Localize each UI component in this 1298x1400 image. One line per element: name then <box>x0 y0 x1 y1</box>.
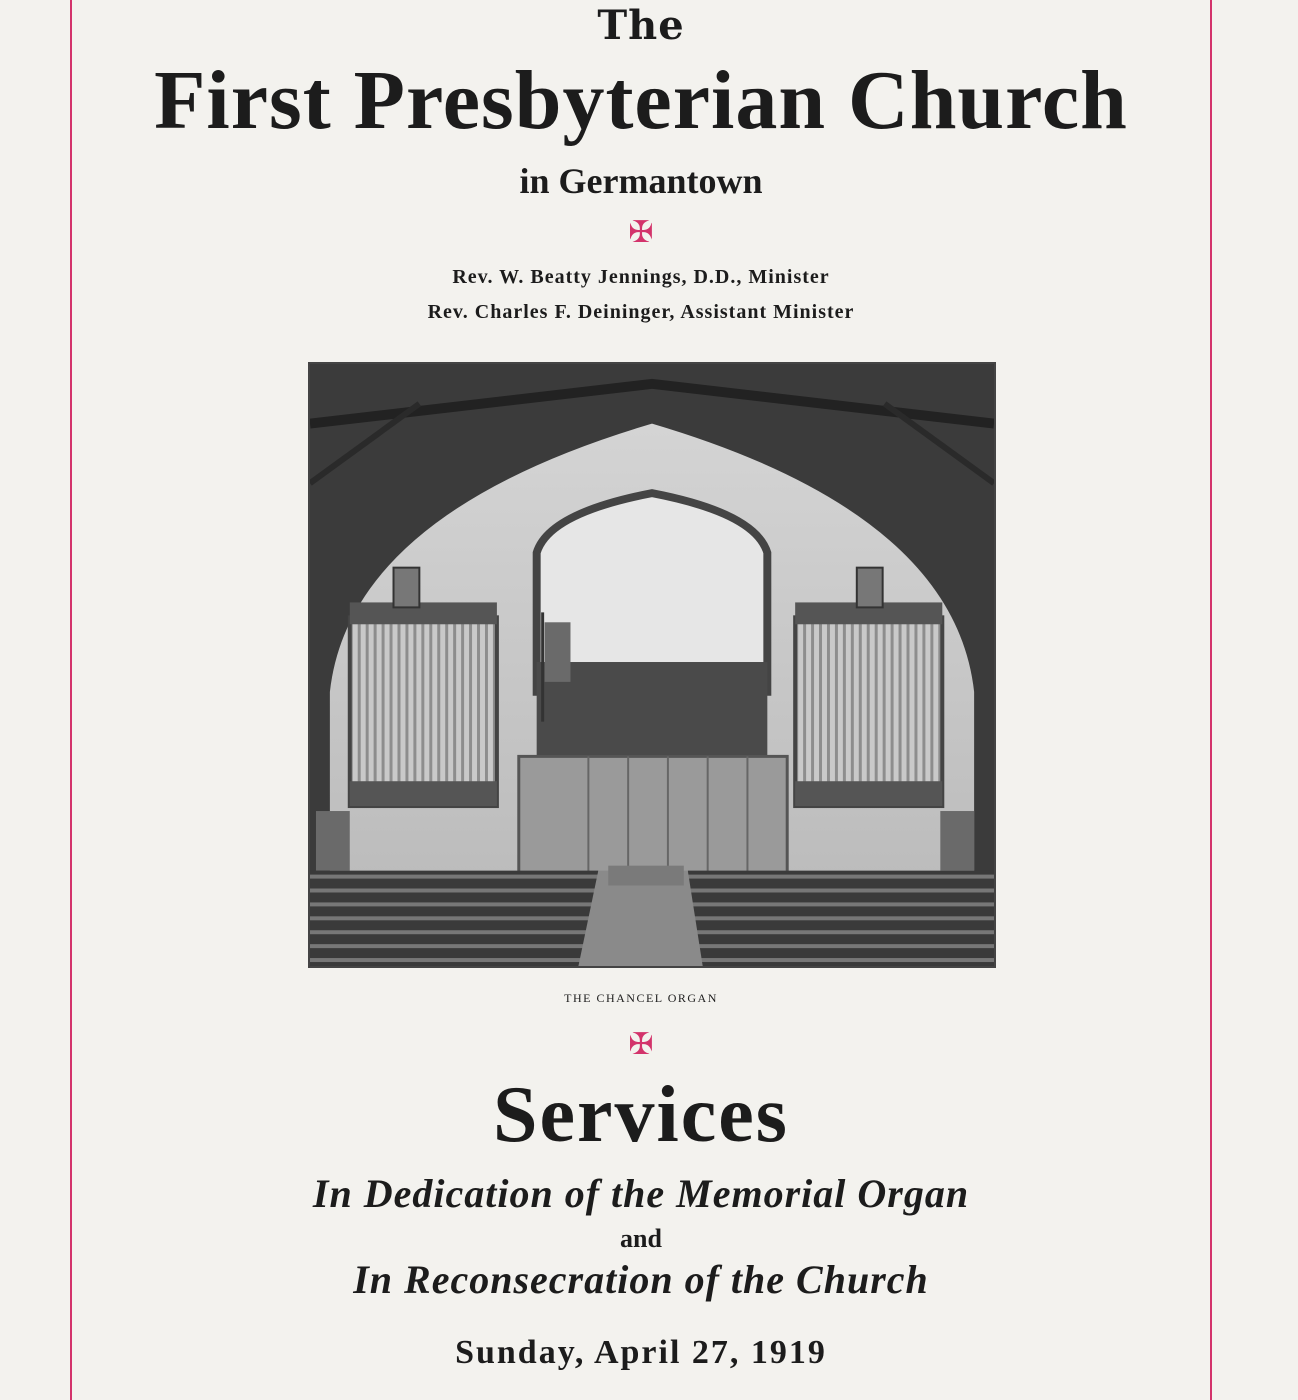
assistant-minister-line: Rev. Charles F. Deininger, Assistant Minister <box>427 301 855 323</box>
photo-caption: THE CHANCEL ORGAN <box>564 991 718 1005</box>
church-name: First Presbyterian Church <box>154 54 1128 147</box>
program-page <box>72 0 1210 1400</box>
cross-ornament-icon: ✠ <box>628 215 654 250</box>
church-location: in Germantown <box>519 161 763 201</box>
chancel-organ-illustration <box>310 364 994 966</box>
title-the: The <box>597 2 685 49</box>
conjunction-and: and <box>620 1224 662 1253</box>
chancel-organ-photo <box>308 362 996 968</box>
dedication-line: In Dedication of the Memorial Organ <box>312 1171 970 1216</box>
minister-line: Rev. W. Beatty Jennings, D.D., Minister <box>452 266 830 288</box>
right-border-rule <box>1210 0 1212 1400</box>
cross-ornament-icon: ✠ <box>628 1027 654 1062</box>
service-date: Sunday, April 27, 1919 <box>455 1334 827 1371</box>
services-heading: Services <box>493 1071 789 1159</box>
reconsecration-line: In Reconsecration of the Church <box>353 1257 929 1302</box>
